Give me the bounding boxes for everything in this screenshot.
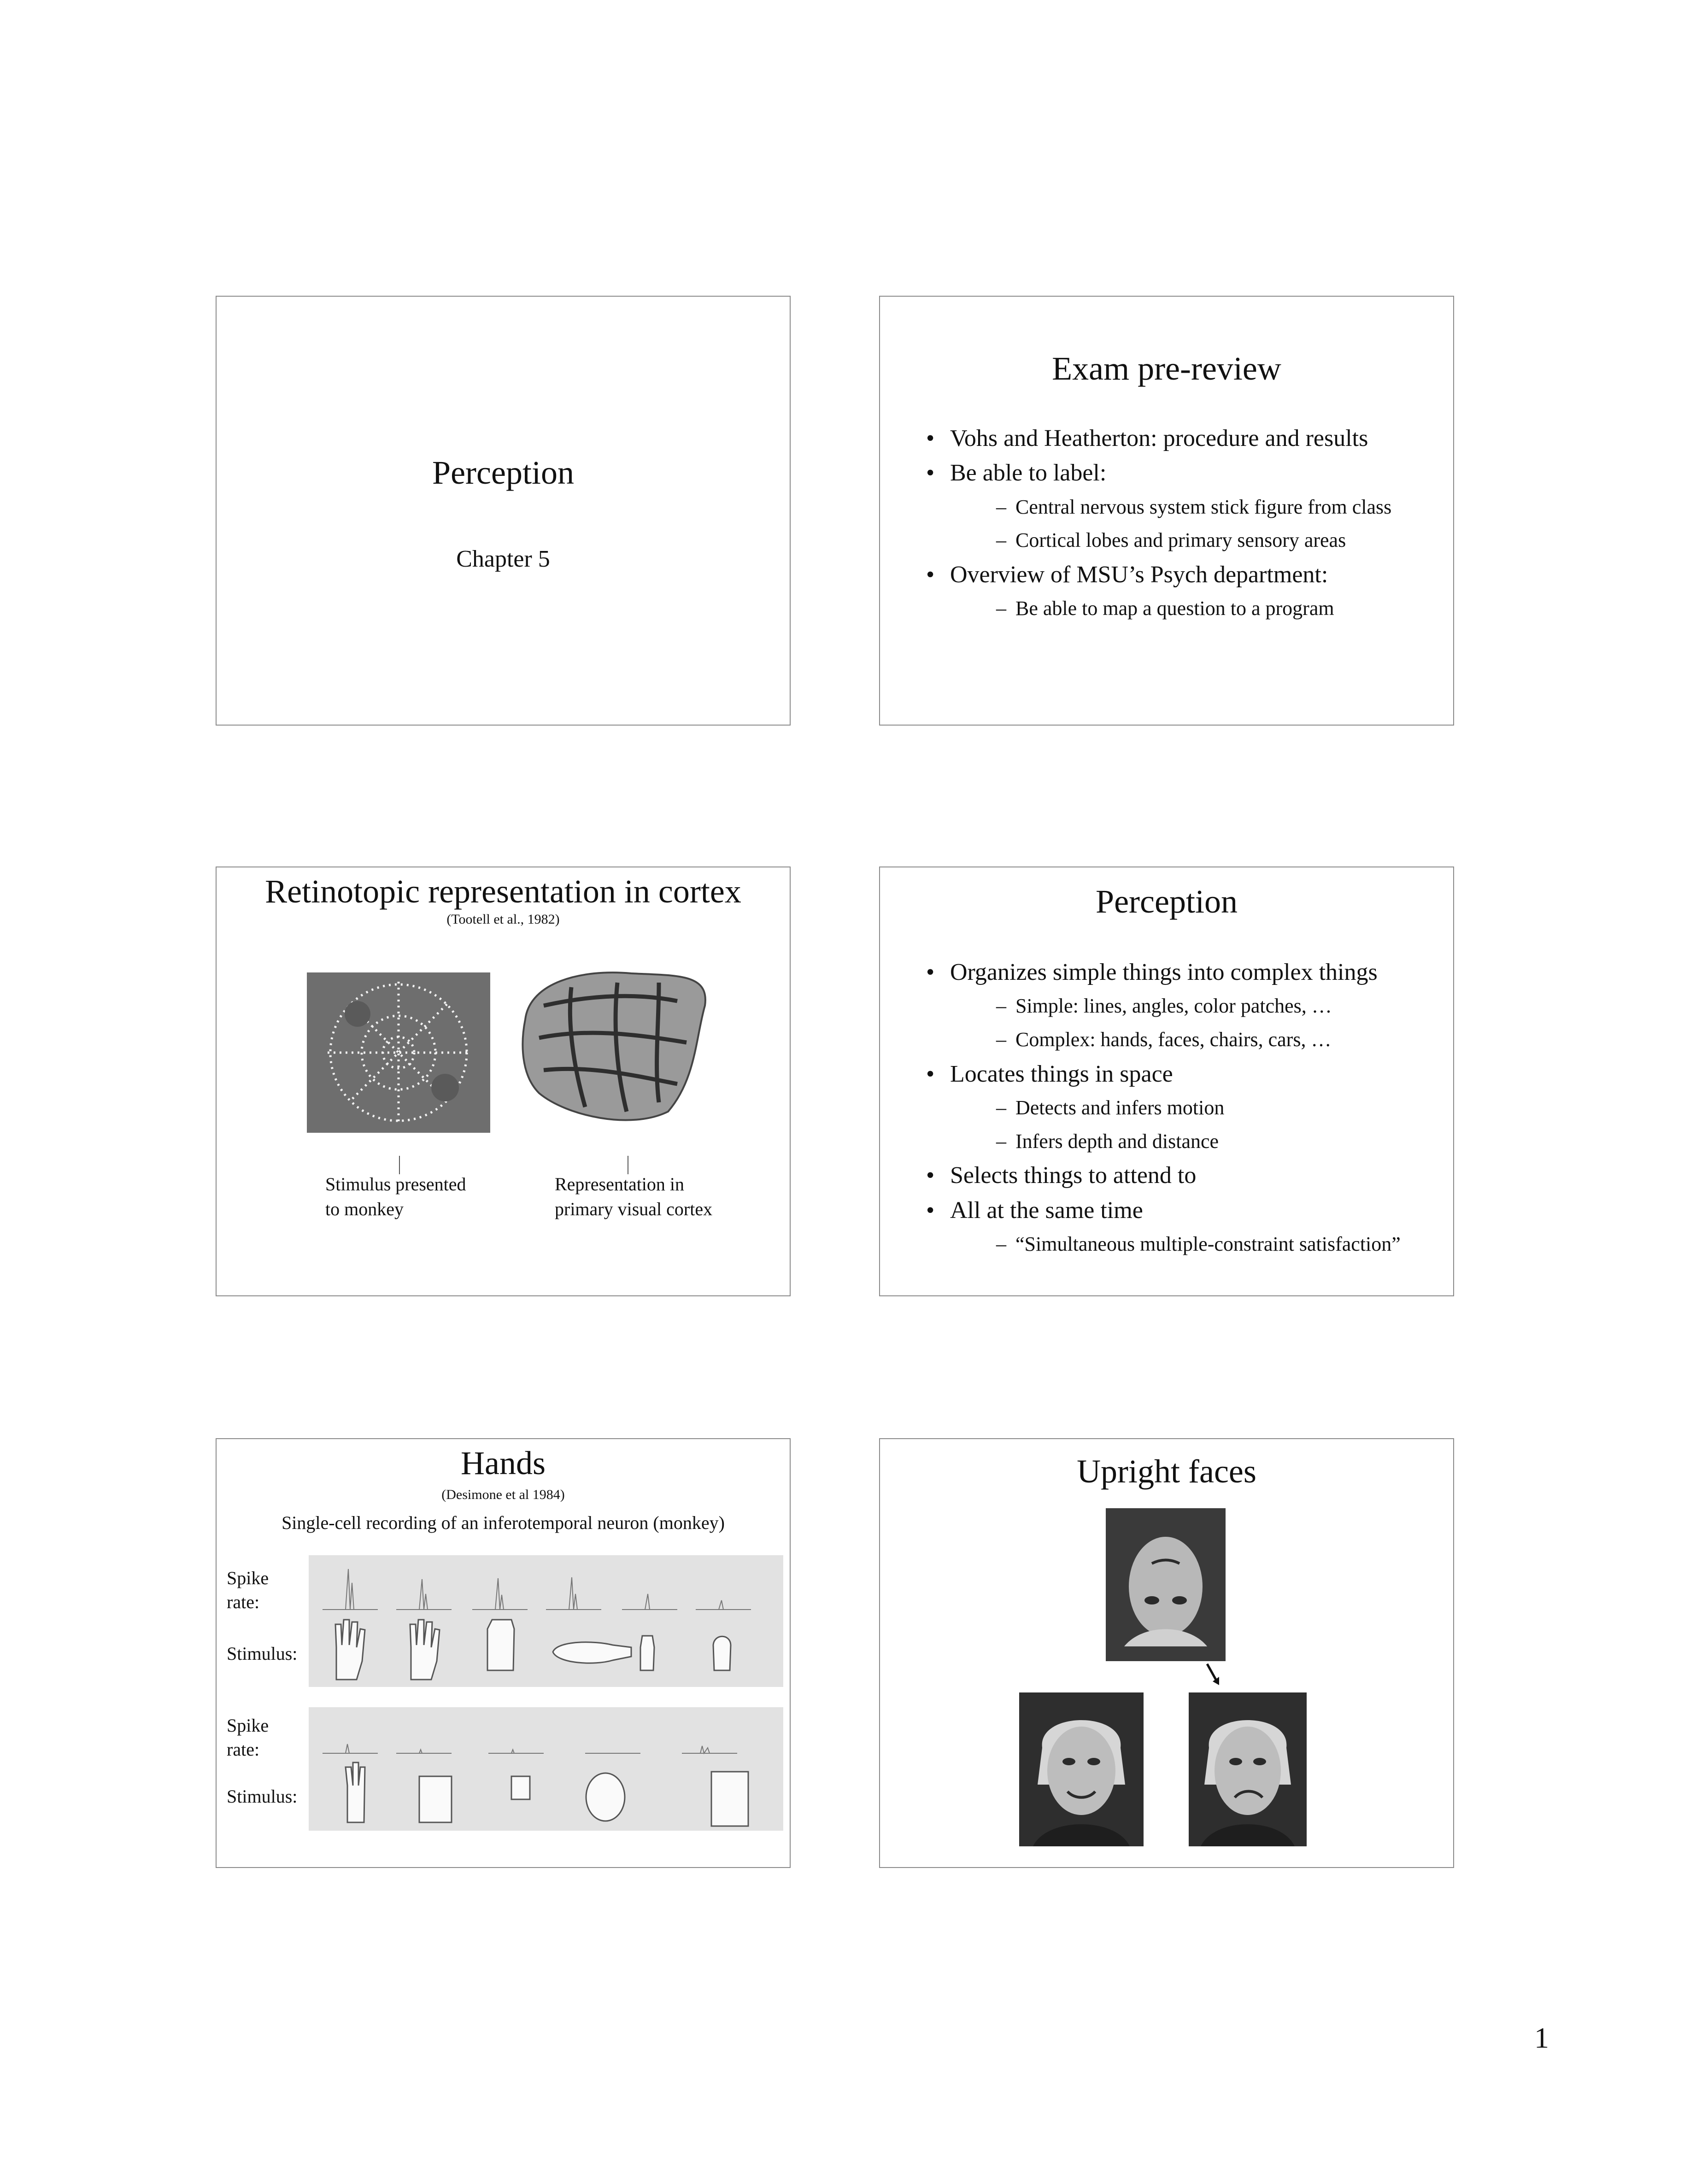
bullet-list [921, 955, 1401, 1261]
slide-heading: Perception [1096, 883, 1238, 920]
slide-heading: Upright faces [1077, 1453, 1256, 1490]
sub-bullet-item: – Cortical lobes and primary sensory areas [996, 529, 1346, 552]
upright-face-photo-normal [1019, 1692, 1144, 1846]
caption-representation: Representation in primary visual cortex [555, 1174, 713, 1219]
cortex-image [511, 964, 714, 1130]
hand-stimuli-panel-1 [309, 1555, 783, 1687]
arrow-icon [1204, 1662, 1223, 1686]
stimulus-image [307, 972, 490, 1133]
citation: (Tootell et al., 1982) [446, 912, 560, 927]
caption-tick [399, 1156, 400, 1174]
slide-heading: Exam pre-review [1052, 350, 1281, 387]
stimulus-label: Stimulus: [227, 1643, 298, 1664]
bullet-item: • All at the same time [926, 1197, 1143, 1224]
sub-bullet-item: – “Simultaneous multiple-constraint satisfaction” [996, 1232, 1401, 1255]
slide-upright-faces [879, 1438, 1454, 1868]
bullet-item: • Overview of MSU’s Psych department: [926, 561, 1328, 588]
slide-heading: Hands [461, 1445, 546, 1481]
slide-heading: Retinotopic representation in cortex [265, 873, 741, 910]
bullet-list [921, 421, 1391, 626]
inverted-face-photo [1106, 1508, 1226, 1661]
slide-hands [216, 1438, 791, 1868]
slide-title-heading: Perception [432, 454, 574, 491]
sub-bullet-item: – Detects and infers motion [996, 1096, 1225, 1119]
stimulus-label: Stimulus: [227, 1786, 298, 1807]
bullet-item: • Locates things in space [926, 1060, 1173, 1087]
spike-rate-label: Spike rate: [227, 1568, 269, 1612]
page-number: 1 [1534, 2021, 1549, 2054]
sub-bullet-item: – Central nervous system stick figure from class [996, 495, 1392, 518]
citation: (Desimone et al 1984) [441, 1487, 565, 1502]
hand-stimuli-panel-2 [309, 1707, 783, 1831]
bullet-item: • Vohs and Heatherton: procedure and results [926, 425, 1368, 451]
bullet-item: • Selects things to attend to [926, 1162, 1197, 1189]
sub-bullet-item: – Complex: hands, faces, chairs, cars, … [996, 1028, 1332, 1051]
sub-bullet-item: – Simple: lines, angles, color patches, … [996, 995, 1332, 1018]
spike-rate-label: Spike rate: [227, 1715, 269, 1760]
slide-subtitle: Single-cell recording of an inferotemporal neuron (monkey) [282, 1512, 725, 1533]
sub-bullet-item: – Be able to map a question to a program [996, 597, 1334, 620]
slide-subtitle: Chapter 5 [456, 546, 550, 572]
bullet-item: • Be able to label: [926, 460, 1107, 486]
slide-title [216, 296, 791, 726]
slide-retinotopic [216, 867, 791, 1296]
slide-exam-prereview [879, 296, 1454, 726]
slide-perception [879, 867, 1454, 1296]
sub-bullet-item: – Infers depth and distance [996, 1130, 1219, 1153]
upright-face-photo-thatcherized [1189, 1692, 1307, 1846]
caption-stimulus: Stimulus presented to monkey [325, 1174, 466, 1219]
bullet-item: • Organizes simple things into complex things [926, 959, 1378, 985]
